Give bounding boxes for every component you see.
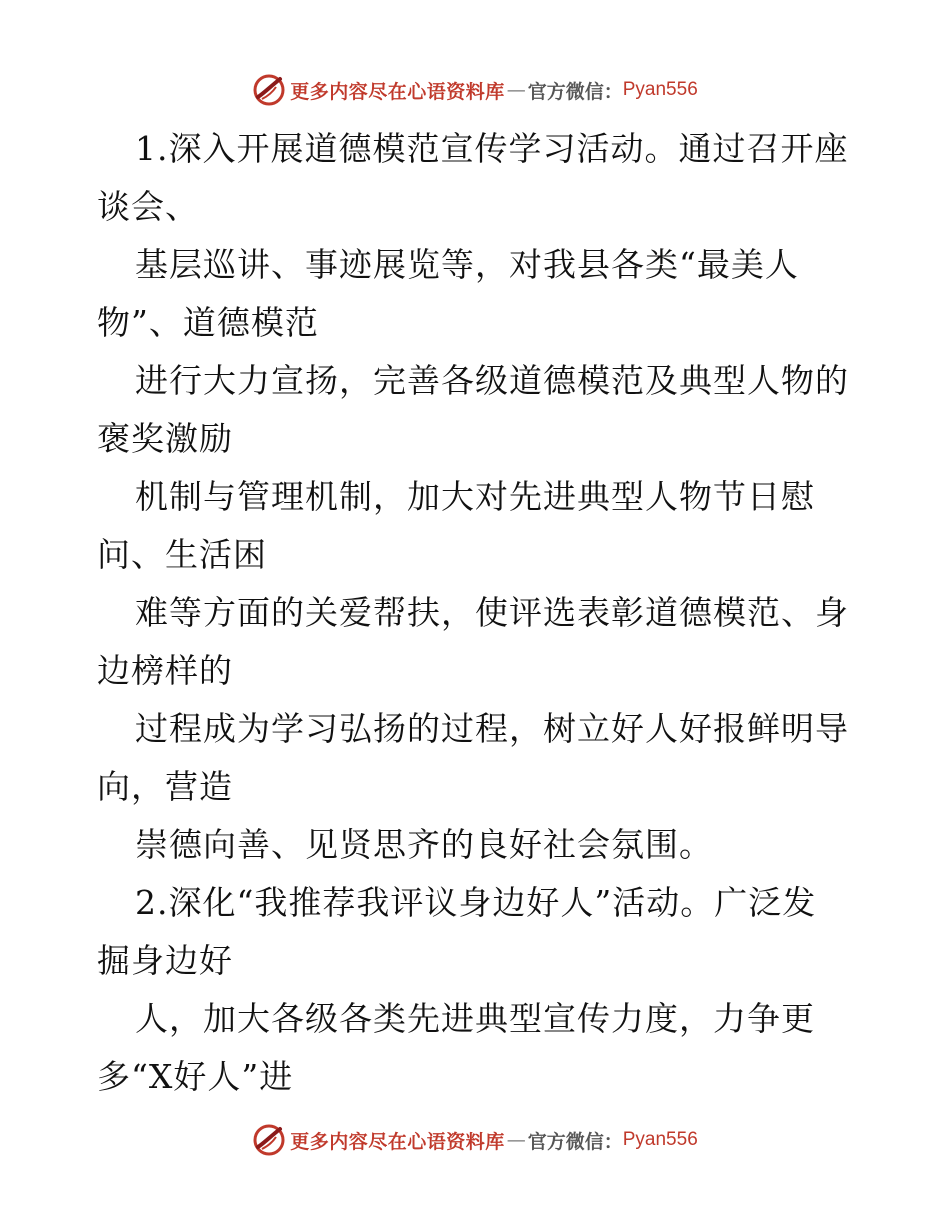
body-line: 进行大力宣扬，完善各级道德模范及典型人物的 — [135, 361, 849, 400]
body-line: 掘身边好 — [97, 941, 233, 980]
body-line: 崇德向善、见贤思齐的良好社会氛围。 — [135, 825, 713, 864]
footer-contact-label: 官方微信： — [527, 1130, 623, 1153]
body-line: 1.深入开展道德模范宣传学习活动。通过召开座 — [135, 129, 849, 168]
header-separator: — — [506, 79, 526, 101]
header-banner — [0, 70, 950, 110]
body-line: 基层巡讲、事迹展览等，对我县各类“最美人 — [135, 245, 799, 284]
body-line: 褒奖激励 — [97, 419, 233, 458]
header-contact-id: Pyan556 — [622, 79, 698, 100]
header-site-text: 更多内容尽在心语资料库 — [290, 80, 505, 103]
footer-banner — [0, 1120, 950, 1160]
document-body — [97, 120, 857, 1106]
body-line: 机制与管理机制，加大对先进典型人物节日慰 — [135, 477, 815, 516]
body-line: 向，营造 — [97, 767, 233, 806]
body-line: 物”、道德模范 — [97, 303, 319, 342]
body-line: 多“X好人”进 — [97, 1057, 294, 1096]
body-line: 边榜样的 — [97, 651, 233, 690]
body-line: 难等方面的关爱帮扶，使评选表彰道德模范、身 — [135, 593, 849, 632]
footer-separator: — — [506, 1129, 526, 1151]
footer-site-text: 更多内容尽在心语资料库 — [290, 1130, 505, 1153]
body-line: 人，加大各级各类先进典型宣传力度，力争更 — [135, 999, 815, 1038]
body-line: 过程成为学习弘扬的过程，树立好人好报鲜明导 — [135, 709, 849, 748]
footer-contact-id: Pyan556 — [622, 1129, 698, 1150]
body-line: 谈会、 — [97, 187, 199, 226]
body-line: 问、生活困 — [97, 535, 267, 574]
header-contact-label: 官方微信： — [527, 80, 623, 103]
brush-logo-icon — [252, 1123, 286, 1157]
body-line: 2.深化“我推荐我评议身边好人”活动。广泛发 — [135, 883, 817, 922]
brush-logo-icon — [252, 73, 286, 107]
